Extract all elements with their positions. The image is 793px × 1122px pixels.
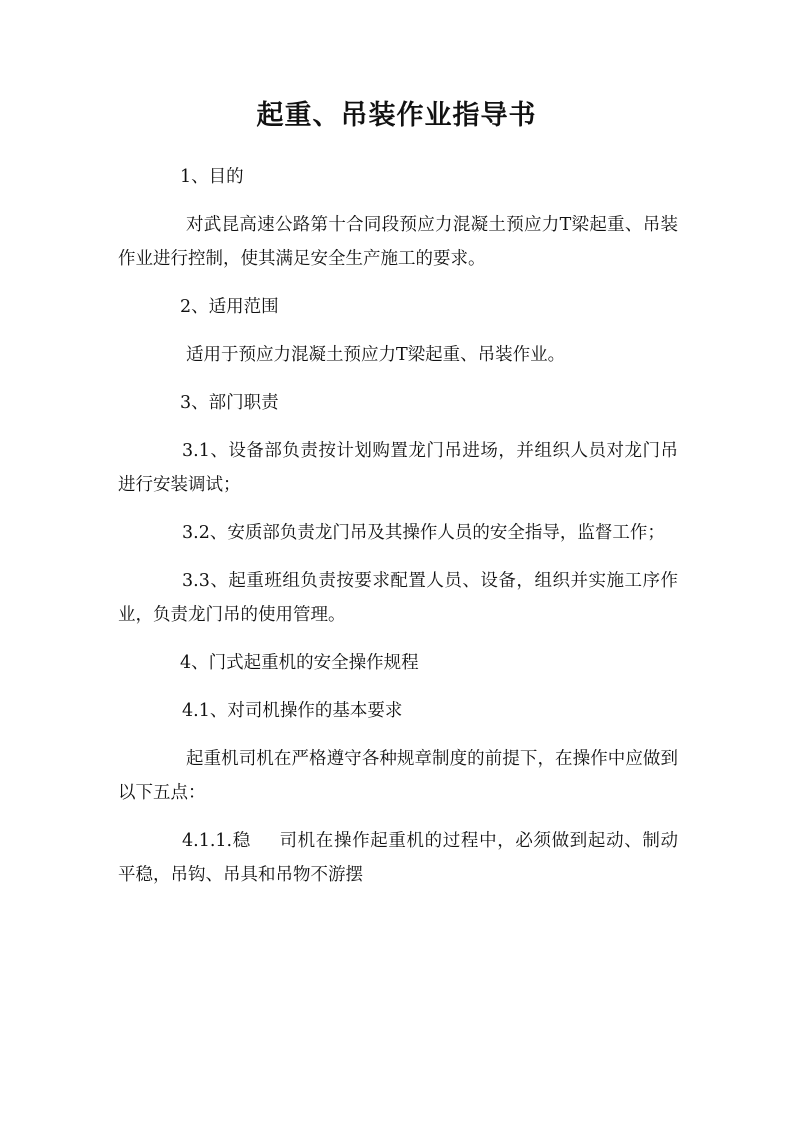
section-heading-responsibilities: 3、部门职责	[180, 393, 279, 413]
paragraph-3-1: 3.1、设备部负责按计划购置龙门吊进场，并组织人员对龙门吊进行安装调试；	[118, 441, 678, 495]
document-title: 起重、吊装作业指导书	[256, 100, 537, 131]
paragraph-purpose: 对武昆高速公路第十合同段预应力混凝土预应力T梁起重、吊装作业进行控制，使其满足安全生产施工的要求。	[118, 215, 678, 269]
item-text: 司机在操作起重机的过程中，必须做到起动、制动平稳，吊钩、吊具和吊物不游摆	[118, 831, 678, 885]
paragraph-3-2: 3.2、安质部负责龙门吊及其操作人员的安全指导，监督工作；	[182, 523, 665, 543]
paragraph-4-1: 起重机司机在严格遵守各种规章制度的前提下，在操作中应做到以下五点：	[118, 749, 678, 803]
subheading-4-1: 4.1、对司机操作的基本要求	[182, 701, 403, 721]
document-body	[118, 160, 678, 906]
section-heading-purpose: 1、目的	[180, 167, 244, 187]
section-heading-crane-rules: 4、门式起重机的安全操作规程	[180, 653, 419, 673]
paragraph-3-3: 3.3、起重班组负责按要求配置人员、设备，组织并实施工序作业，负责龙门吊的使用管理。	[118, 571, 678, 625]
section-heading-scope: 2、适用范围	[180, 297, 279, 317]
paragraph-scope: 适用于预应力混凝土预应力T梁起重、吊装作业。	[186, 345, 566, 365]
item-label: 4.1.1.稳	[182, 831, 251, 851]
paragraph-4-1-1	[118, 824, 678, 892]
